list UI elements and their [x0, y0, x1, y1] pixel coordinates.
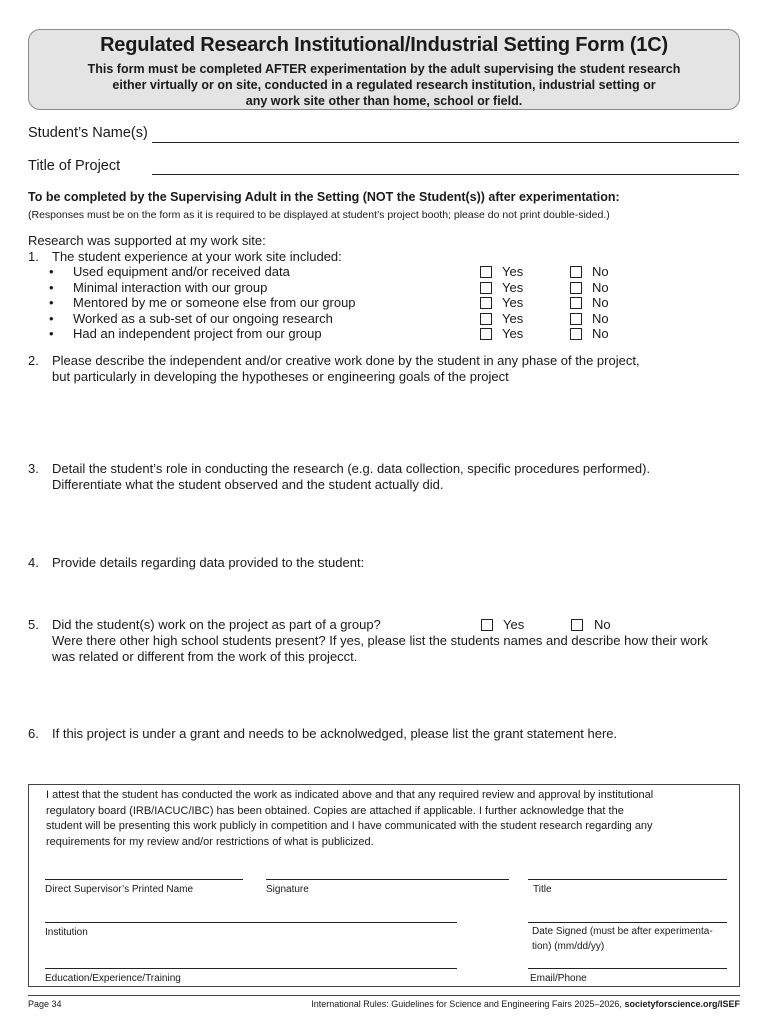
q5-yes-label: Yes [503, 617, 525, 632]
q3-text: Detail the student’s role in conducting the research (e.g. data collection, specific procedures performed). Differentiate what the student observed and the student actually did. [52, 461, 651, 492]
experience-item-label: Had an independent project from our group [73, 326, 322, 341]
q2-number: 2. [28, 353, 39, 368]
education-label: Education/Experience/Training [45, 973, 181, 984]
q5-answer-area[interactable] [52, 666, 740, 722]
q6-text: If this project is under a grant and needs to be acknolwedged, please list the grant statement here. [52, 726, 618, 741]
list-item: • Minimal interaction with our group Yes No [49, 279, 609, 295]
experience-item-label: Worked as a sub-set of our ongoing research [73, 310, 333, 326]
instructions-heading: To be completed by the Supervising Adult in the Setting (NOT the Student(s)) after experimentation: [28, 190, 620, 204]
project-title-field[interactable] [152, 174, 739, 175]
q5-no-checkbox[interactable] [571, 619, 583, 631]
form-header [28, 29, 740, 110]
q2-answer-area[interactable] [52, 388, 740, 458]
date-signed-field[interactable] [528, 922, 727, 923]
supervisor-name-field[interactable] [45, 879, 243, 880]
institution-field[interactable] [45, 922, 457, 923]
item4-no-checkbox[interactable] [570, 328, 582, 340]
q4-text: Provide details regarding data provided to the student: [52, 555, 365, 570]
form-title: Regulated Research Institutional/Industrial Setting Form (1C) [100, 34, 668, 56]
q6-answer-area[interactable] [52, 744, 740, 780]
q5-yes-checkbox[interactable] [481, 619, 493, 631]
list-item: • Worked as a sub-set of our ongoing research Yes No [49, 310, 609, 326]
item3-yes-checkbox[interactable] [480, 313, 492, 325]
footer-citation: International Rules: Guidelines for Science and Engineering Fairs 2025–2026, societyforscience.org/ISEF [311, 999, 740, 1009]
q5-text: Did the student(s) work on the project as part of a group? [52, 617, 381, 632]
title-field[interactable] [528, 879, 727, 880]
item1-no-checkbox[interactable] [570, 282, 582, 294]
item2-no-checkbox[interactable] [570, 297, 582, 309]
footer-site-link[interactable]: societyforscience.org/ISEF [624, 999, 740, 1009]
students-name-label: Student’s Name(s) [28, 125, 148, 141]
item0-yes-checkbox[interactable] [480, 266, 492, 278]
experience-item-label: Minimal interaction with our group [73, 279, 268, 295]
q3-answer-area[interactable] [52, 496, 740, 551]
q5-no-label: No [594, 617, 611, 632]
q4-number: 4. [28, 555, 39, 570]
experience-item-label: Used equipment and/or received data [73, 264, 290, 279]
attestation-text: I attest that the student has conducted the work as indicated above and that any required review and approval by institutional regulatory board (IRB/IACUC/IBC) has been obtained. Copies are attached if applicable. I further acknowledge that the student will be presenting this work publicly in competition and I have communicated with the student research regarding any requirements for my review and/or restrictions of what is publicized. [46, 789, 654, 848]
q1-number: 1. [28, 249, 39, 264]
item1-yes-checkbox[interactable] [480, 282, 492, 294]
education-field[interactable] [45, 968, 457, 969]
signature-field[interactable] [266, 879, 509, 880]
item3-no-checkbox[interactable] [570, 313, 582, 325]
q2-text: Please describe the independent and/or creative work done by the student in any phase of the project, but particularly in developing the hypotheses or engineering goals of the project [52, 353, 640, 384]
form-subtitle: This form must be completed AFTER experimentation by the adult supervising the student research either virtually or on site, conducted in a regulated research institution, industrial setting or any work site other than home, school or field. [87, 62, 681, 108]
item4-yes-checkbox[interactable] [480, 328, 492, 340]
q1-text: The student experience at your work site included: [52, 249, 342, 264]
project-title-label: Title of Project [28, 158, 121, 174]
q3-number: 3. [28, 461, 39, 476]
signature-label: Signature [266, 884, 309, 895]
list-item: • Used equipment and/or received data Yes No [49, 264, 609, 279]
page-number: Page 34 [28, 999, 62, 1009]
students-name-field[interactable] [152, 142, 739, 143]
list-item: • Mentored by me or someone else from our group Yes No [49, 295, 609, 310]
q5-followup: Were there other high school students present? If yes, please list the students names and describe how their work was related or different from the work of this projecct. [52, 633, 708, 664]
research-intro: Research was supported at my work site: [28, 233, 266, 248]
supervisor-name-label: Direct Supervisor’s Printed Name [45, 884, 194, 895]
date-signed-label: Date Signed (must be after experimenta- tion) (mm/dd/yy) [532, 926, 713, 952]
experience-item-label: Mentored by me or someone else from our group [73, 295, 356, 310]
q5-number: 5. [28, 617, 39, 632]
title-label: Title [533, 884, 552, 895]
q4-answer-area[interactable] [52, 573, 740, 613]
email-phone-field[interactable] [528, 968, 727, 969]
list-item: • Had an independent project from our group Yes No [49, 326, 609, 341]
experience-list [46, 264, 666, 342]
email-phone-label: Email/Phone [530, 973, 587, 984]
item0-no-checkbox[interactable] [570, 266, 582, 278]
item2-yes-checkbox[interactable] [480, 297, 492, 309]
instructions-note: (Responses must be on the form as it is required to be displayed at student’s project booth; please do not print double-sided.) [28, 209, 610, 221]
q6-number: 6. [28, 726, 39, 741]
footer-divider [28, 995, 740, 996]
institution-label: Institution [45, 927, 88, 938]
